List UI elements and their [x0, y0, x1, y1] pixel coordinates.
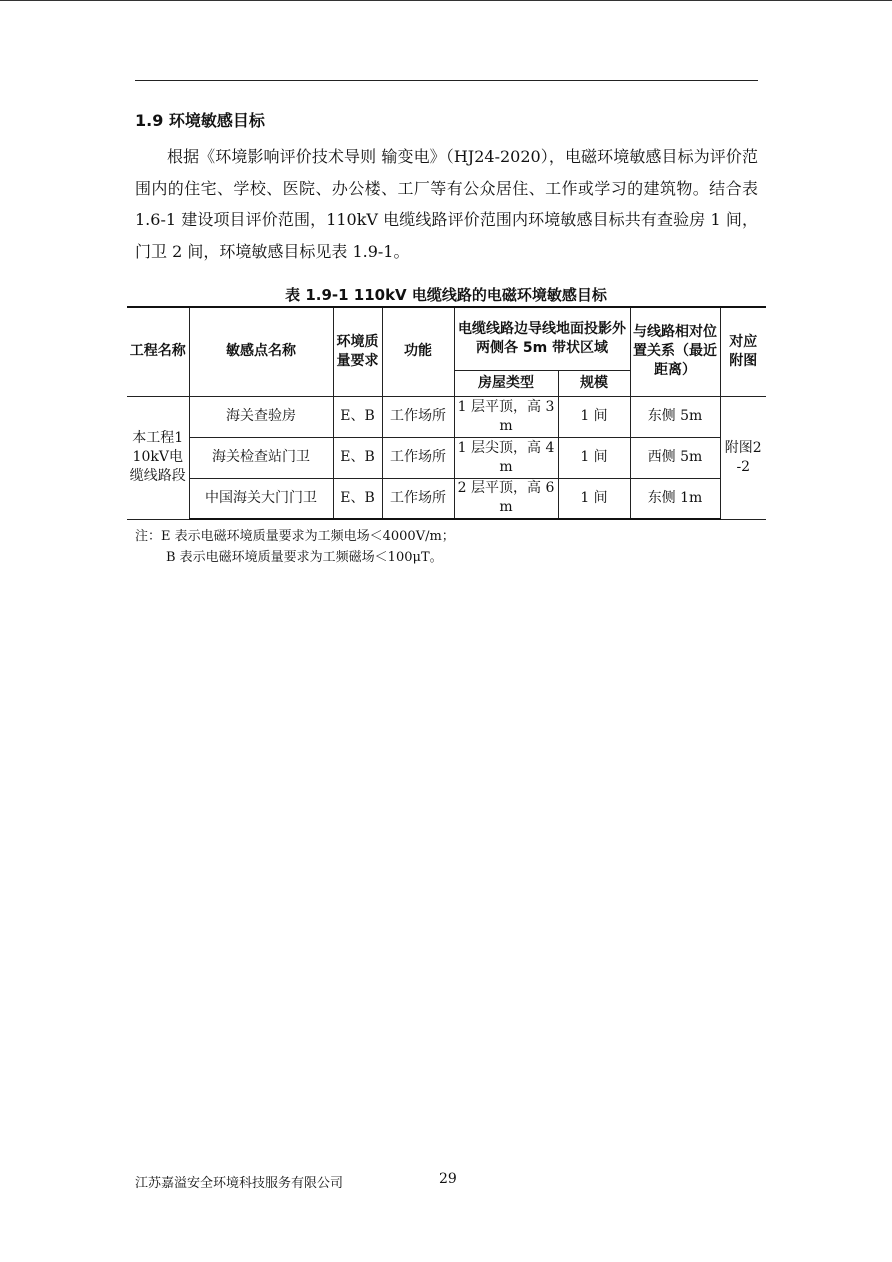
header-project: 工程名称: [127, 307, 189, 396]
note-line-2: B 表示电磁环境质量要求为工频磁场＜100μT。: [166, 550, 443, 565]
table-row: [127, 437, 766, 478]
table-row: [127, 396, 766, 437]
cell-point-name: 海关检查站门卫: [189, 437, 333, 478]
cell-house-type: 1 层尖顶，高 4m: [454, 437, 558, 478]
section-paragraph: 根据《环境影响评价技术导则 输变电》（HJ24-2020），电磁环境敏感目标为评价范围内的住宅、学校、医院、办公楼、工厂等有公众居住、工作或学习的建筑物。结合表 1.6-1 建设项目评价范围，110kV 电缆线路评价范围内环境敏感目标共有查验房 1 间，门卫 2 间，环境敏感目标见表 1.9-1。: [135, 147, 758, 261]
cell-quality: E、B: [333, 478, 382, 519]
page-top-border: [0, 0, 892, 1]
cell-position: 东侧 5m: [630, 396, 720, 437]
header-point-name: 敏感点名称: [189, 307, 333, 396]
section-heading: 1.9 环境敏感目标: [135, 111, 265, 130]
table-note: [135, 526, 455, 568]
cell-quality: E、B: [333, 396, 382, 437]
cell-position: 东侧 1m: [630, 478, 720, 519]
cell-function: 工作场所: [382, 396, 454, 437]
cell-scale: 1 间: [558, 437, 630, 478]
cell-house-type: 1 层平顶，高 3m: [454, 396, 558, 437]
sensitive-target-table: [127, 306, 766, 520]
table-caption: 表 1.9-1 110kV 电缆线路的电磁环境敏感目标: [285, 286, 607, 304]
header-function: 功能: [382, 307, 454, 396]
cell-point-name: 中国海关大门门卫: [189, 478, 333, 519]
cell-scale: 1 间: [558, 396, 630, 437]
table-row: [127, 478, 766, 519]
cell-house-type: 2 层平顶，高 6m: [454, 478, 558, 519]
header-house-type: 房屋类型: [454, 370, 558, 396]
header-quality: 环境质量要求: [333, 307, 382, 396]
cell-function: 工作场所: [382, 437, 454, 478]
header-band-area: 电缆线路边导线地面投影外两侧各 5m 带状区域: [454, 307, 630, 370]
note-line-1: 注：E 表示电磁环境质量要求为工频电场＜4000V/m；: [135, 529, 455, 544]
page-number: 29: [439, 1171, 457, 1187]
cell-position: 西侧 5m: [630, 437, 720, 478]
header-scale: 规模: [558, 370, 630, 396]
cell-quality: E、B: [333, 437, 382, 478]
header-relative-position: 与线路相对位置关系（最近距离）: [630, 307, 720, 396]
cell-scale: 1 间: [558, 478, 630, 519]
cell-project-name: 本工程110kV电缆线路段: [127, 396, 189, 519]
cell-point-name: 海关查验房: [189, 396, 333, 437]
footer-company: 江苏嘉溢安全环境科技服务有限公司: [135, 1176, 344, 1191]
header-rule: [135, 80, 758, 81]
cell-figure-ref: 附图2-2: [720, 396, 766, 519]
cell-function: 工作场所: [382, 478, 454, 519]
header-figure: 对应附图: [720, 307, 766, 396]
